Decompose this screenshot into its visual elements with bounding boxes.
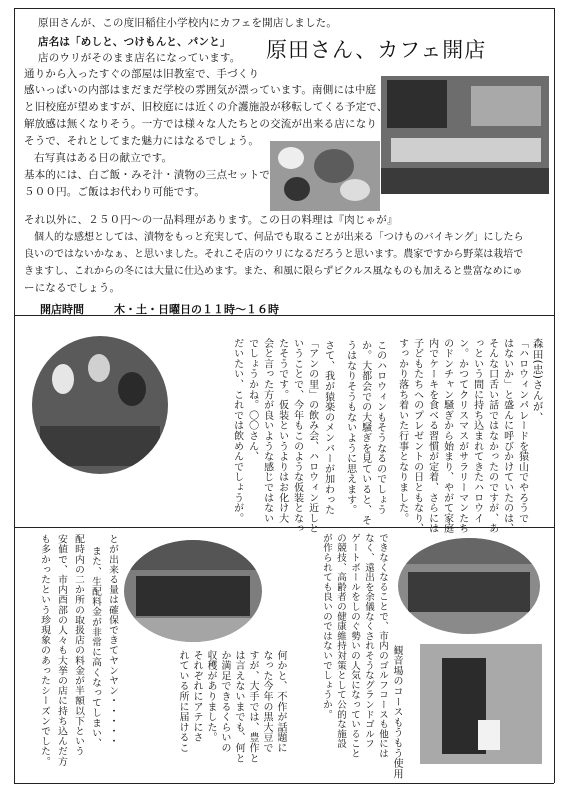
soybean-col-4: は言えないまでも、何と (233, 650, 244, 764)
cafe-line-12: それ以外に、２５０円～の一品料理があります。この日の料理は『肉じゃが』 (24, 214, 398, 226)
section-divider-bottom (14, 527, 554, 528)
halloween-col-17: たそうです。仮装というよりはお化け大 (276, 338, 288, 524)
cafe-line-7: 解放感は無くなりそう。一方では様々な人たちとの交流が出来る店になり (24, 118, 378, 130)
halloween-col-6: ン。かつてクリスマスがサラリーマンたち (456, 338, 468, 534)
pricing-col-5: も多かったという珍現象のあったシーズンでした。 (39, 534, 50, 767)
halloween-col-10: すっかり落ち着いた行事となりました。 (396, 338, 408, 524)
counter-shape (391, 138, 541, 162)
section-divider-top (14, 315, 554, 316)
pricing-col-3: 配時内の二か所の取扱店の料金が半額以下という (73, 534, 84, 757)
halloween-col-14: さて、我が猿楽のメンバーが加わった (322, 340, 334, 516)
cafe-line-16: ーになるでしょう。 (24, 282, 121, 294)
halloween-col-1: 森田(忠)さんが、 (531, 338, 544, 423)
pricing-col-1: とが出来る量は確保できてヤンヤン・・・・・ (107, 534, 118, 747)
costume-figure-2 (88, 354, 110, 382)
cafe-line-5: 感いっぱいの内部はまだまだ学校の雰囲気が漂っています。南側には中庭 (24, 84, 377, 96)
rice-bowl (278, 147, 304, 169)
frame-left-border (14, 8, 15, 783)
groundgolf-group-photo (398, 538, 540, 634)
field (124, 618, 262, 642)
halloween-col-18: 会と言った方が良いような感じではない (261, 338, 273, 524)
halloween-col-19: でしょうかね。〇〇さん、 (246, 338, 258, 462)
costume-figure-1 (52, 364, 74, 394)
harvest-group-photo (124, 540, 262, 642)
groundgolf-col-2: できなくなることで、市内のゴルフコースも他には (377, 533, 388, 759)
halloween-col-7: のドンチャン騒ぎから始まり、やがて家庭 (441, 338, 453, 534)
cafe-line-10: 基本的には、白ご飯・みそ汁・漬物の三点セットで (24, 169, 271, 181)
halloween-party-photo (32, 336, 168, 474)
cafe-line-14: 良いのではないかなぁ、と思いました。それこそ店のウリになるだろうと思います。農家ですから野菜は栽培で (24, 249, 524, 260)
groundgolf-col-3: なく、遠出を余儀なくされそうなグランドゴルフ (363, 533, 374, 749)
halloween-col-16: いうことで、今年もこのような仮装となっ (291, 338, 303, 534)
group-row (408, 572, 530, 612)
groundgolf-col-4: ゲートボールをしのぐ勢いの人気になっていること (349, 533, 360, 759)
mountains (124, 540, 262, 570)
trees (398, 538, 540, 564)
groundgolf-col-1: 観音場のコースもうもう使用 (391, 645, 402, 779)
hours-label: 開店時間 (40, 303, 84, 316)
halloween-col-11: このハロウィンもそうなるのでしょう (374, 340, 386, 516)
group-people (136, 576, 250, 616)
cafe-line-1: 原田さんが、この度旧稲住小学校内にカフェを開店しました。 (38, 17, 338, 29)
score-card (478, 720, 500, 750)
cafe-interior-photo (381, 76, 549, 194)
cafe-headline: 原田さん、カフェ開店 (266, 38, 487, 62)
side-dish (340, 179, 370, 201)
cafe-line-9: 右写真はある日の献立です。 (34, 152, 173, 164)
halloween-col-15: 「アンの里」の飲み会、ハロウィン近しと (306, 338, 318, 534)
soybean-col-3: すが、大手では、豊作と (247, 650, 258, 764)
soybean-col-1: 何かと、不作が話題に (275, 650, 286, 753)
frame-top-border (14, 8, 554, 9)
party-table (40, 426, 160, 466)
halloween-col-4: そんな口舌い話ではなかったのですが、あ (486, 338, 498, 534)
groundgolf-player-photo (420, 644, 542, 764)
costume-figure-3 (118, 372, 146, 406)
halloween-col-3: はないか」と盛んに呼びかけていたのは、 (501, 338, 513, 534)
groundgolf-col-6: が作られても良いのではないでしょうか。 (321, 533, 332, 720)
frame-bottom-border (14, 783, 554, 784)
soybean-col-2: なった今年の黒大豆で (261, 650, 272, 753)
cafe-line-13: 個人的な感想としては、漬物をもっと充実して、何品でも取ることが出来る「つけものバイキング」にしたら (34, 232, 524, 243)
soybean-col-7: それぞれにアテにさ (191, 650, 202, 743)
cafe-line-6: と旧校庭が望めますが、旧校庭には近くの介護施設が移転してくる予定で、 (24, 101, 388, 113)
window-shape (387, 80, 447, 128)
miso-bowl (284, 177, 310, 201)
cafe-line-4: 通りから入ったすぐの部屋は旧教室で、手づくり (24, 68, 260, 80)
soybean-col-6: 収穫がありました。 (205, 650, 216, 743)
dish-plate (314, 149, 354, 183)
floor-shape (381, 168, 549, 194)
halloween-col-8: 内でケーキを食べる習慣が定着、さらには (426, 338, 438, 534)
halloween-col-5: っという間に持ち込まれてきたハロウイ (471, 338, 483, 524)
cafe-line-2: 店名は「めしと、つけもんと、パンと」 (38, 36, 231, 48)
frame-right-border (554, 8, 555, 783)
cafe-line-3: 店のウリがそのまま店名になっています。 (38, 52, 241, 64)
hours-value: 木・土・日曜日の１１時～１６時 (114, 303, 279, 316)
soybean-col-8: れている所に届けるこ (177, 650, 188, 753)
halloween-col-12: か。大都会での大騒ぎを見ていると、そ (359, 340, 371, 526)
groundgolf-col-5: の競技、高齢者の健康維持対策として公的な施設 (335, 533, 346, 749)
pricing-col-2: また、生配料金が非常に高くなってしまい、 (90, 546, 101, 748)
meal-tray-photo (270, 141, 380, 211)
shelf-shape (471, 86, 541, 126)
cafe-line-8: そうで、それとしてまた魅力にはなるでしょう。 (24, 135, 260, 147)
cafe-line-11: ５００円。ご飯はお代わり可能です。 (24, 186, 206, 198)
halloween-col-20: だいたい、これでは飲めんでしょうが。 (231, 338, 243, 524)
halloween-col-2: 「ハロウィンパレードを猿山でやろうで (516, 338, 528, 524)
halloween-col-9: 子どもたちへのプレゼントの日ともなり、 (411, 338, 423, 534)
cafe-line-15: きますし、これからの冬には大量に仕込めます。また、和風に限らずピクルス風なものも加えると豊富なめにゅ (24, 266, 523, 277)
halloween-col-13: うはなりそうもないように思えます。 (344, 340, 356, 516)
soybean-col-5: か満足できるくらいの (219, 650, 230, 753)
pricing-col-4: 安値で、市内酉部の人々も大挙の店に持ち込んだ方 (56, 534, 67, 767)
